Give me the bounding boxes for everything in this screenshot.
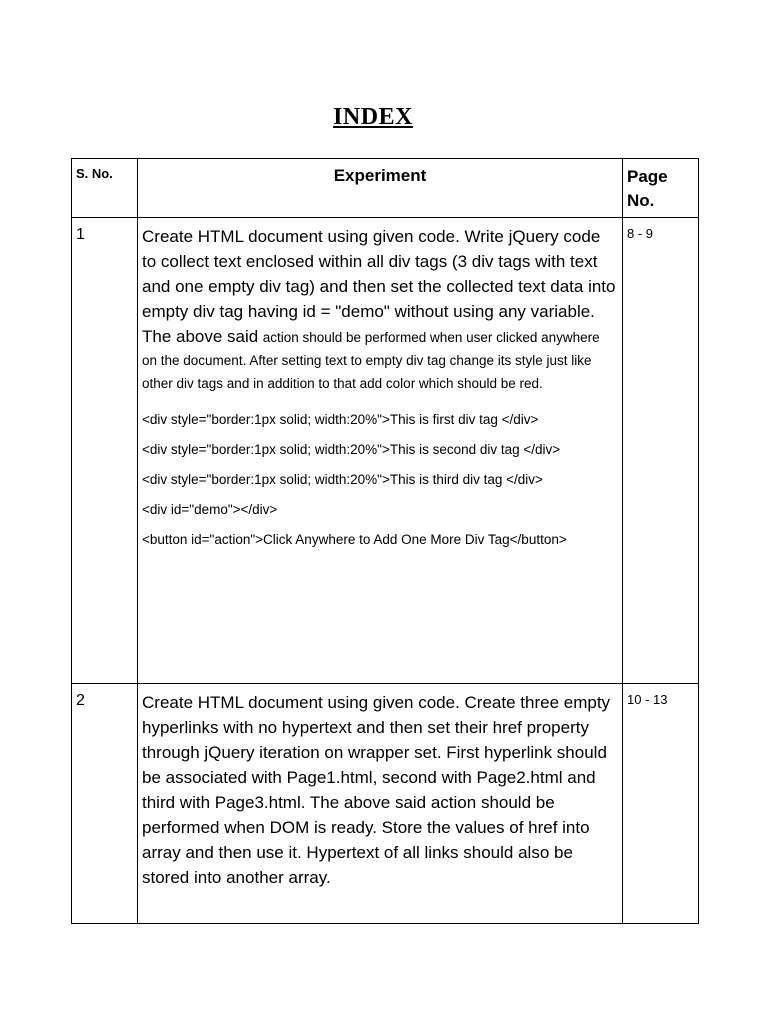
- header-sno-cell: [72, 159, 138, 218]
- page-cell: [623, 684, 699, 924]
- row-page: 10 - 13: [627, 692, 668, 707]
- index-table: [71, 158, 699, 924]
- experiment-cell: [138, 684, 623, 924]
- code-line: <div style="border:1px solid; width:20%">This is second div tag </div>: [142, 442, 561, 457]
- row-sno: 2: [76, 692, 85, 709]
- experiment-cell: [138, 218, 623, 684]
- code-line: <div style="border:1px solid; width:20%">This is third div tag </div>: [142, 472, 543, 487]
- header-experiment-cell: [138, 159, 623, 218]
- code-line: <div style="border:1px solid; width:20%">This is first div tag </div>: [142, 412, 539, 427]
- experiment-description: Create HTML document using given code. Create three empty hyperlinks with no hypertext and then set their href property through jQuery iteration on wrapper set. First hyperlink should be associated with Page1.html, second with Page2.html and third with Page3.html. The above said action should be performed when DOM is ready. Store the values of href into array and then use it. Hypertext of all links should also be stored into another array.: [142, 693, 611, 887]
- sno-cell: [72, 218, 138, 684]
- row-sno: 1: [76, 226, 85, 243]
- page-title: INDEX: [333, 104, 413, 130]
- table-row: [72, 684, 699, 924]
- header-sno: S. No.: [76, 166, 113, 181]
- table-header-row: [72, 159, 699, 218]
- table-row: [72, 218, 699, 684]
- header-page: Page No.: [627, 167, 668, 210]
- sno-cell: [72, 684, 138, 924]
- experiment-text-continued: action should be performed when user clicked anywhere on the document. After setting text to empty div tag change its style just like other div tags and in addition to that add color which should be red.: [142, 330, 600, 391]
- row-page: 8 - 9: [627, 226, 654, 241]
- header-experiment: Experiment: [333, 166, 427, 185]
- code-line: <div id="demo"></div>: [142, 502, 278, 517]
- code-line: <button id="action">Click Anywhere to Add One More Div Tag</button>: [142, 532, 567, 547]
- header-page-cell: [623, 159, 699, 218]
- experiment-text-main: Create HTML document using given code. Write jQuery code to collect text enclosed within all div tags (3 div tags with text and one empty div tag) and then set the collected text data into empty div tag having id = "demo" without using any variable. The above said: [142, 227, 616, 346]
- experiment-description: [138, 218, 622, 551]
- page-cell: [623, 218, 699, 684]
